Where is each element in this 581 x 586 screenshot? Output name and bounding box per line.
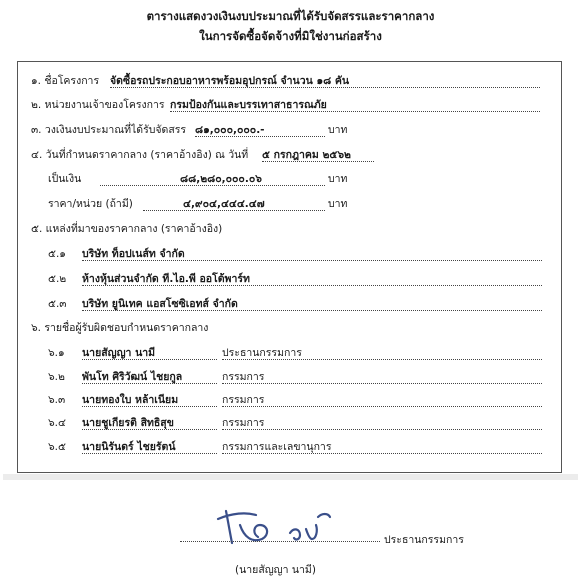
document-subtitle: ในการจัดซื้อจัดจ้างที่มิใช่งานก่อสร้าง (199, 29, 382, 43)
committee-no: ๖.๓ (48, 394, 66, 406)
committee-no: ๖.๔ (48, 417, 66, 429)
price-date-value: ๕ กรกฎาคม ๒๕๖๒ (262, 148, 374, 162)
committee-name: นายสัญญา นามี (82, 346, 217, 360)
unit-price-value: ๔,๙๐๔,๔๔๔.๔๗ (143, 197, 325, 211)
committee-role: กรรมการและเลขานุการ (222, 440, 542, 454)
source-no: ๕.๑ (48, 248, 66, 260)
budget-label: ๓. วงเงินงบประมาณที่ได้รับจัดสรร (31, 124, 187, 136)
committee-name: พันโท ศิริวัฒน์ ไชยกูล (82, 370, 217, 384)
committee-no: ๖.๑ (48, 347, 65, 359)
document-title: ตารางแสดงวงเงินงบประมาณที่ได้รับจัดสรรและราคากลาง (146, 9, 435, 23)
committee-role: กรรมการ (222, 393, 542, 407)
agency-label: ๒. หน่วยงานเจ้าของโครงการ (31, 99, 165, 111)
amount-label: เป็นเงิน (48, 173, 82, 185)
unit-price-unit: บาท (328, 198, 348, 210)
budget-unit: บาท (328, 124, 348, 136)
signature-name: (นายสัญญา นามี) (235, 564, 316, 576)
agency-value: กรมป้องกันและบรรเทาสาธารณภัย (170, 98, 540, 112)
signature-line (180, 540, 380, 542)
project-label: ๑. ชื่อโครงการ (31, 75, 100, 87)
committee-no: ๖.๕ (48, 441, 66, 453)
committee-no: ๖.๒ (48, 371, 65, 383)
committee-label: ๖. รายชื่อผู้รับผิดชอบกำหนดราคากลาง (31, 322, 209, 334)
source-name: บริษัท ยูนิเทค แอสโซซิเอทส์ จำกัด (82, 297, 542, 311)
project-value: จัดซื้อรถประกอบอาหารพร้อมอุปกรณ์ จำนวน ๑๘ คัน (110, 74, 540, 88)
handwritten-signature (212, 503, 352, 549)
committee-name: นายชูเกียรติ สิทธิสุข (82, 416, 217, 430)
committee-name: นายทองใบ หล้าเนียม (82, 393, 217, 407)
signature-role: ประธานกรรมการ (384, 534, 464, 546)
sources-label: ๕. แหล่งที่มาของราคากลาง (ราคาอ้างอิง) (31, 223, 223, 235)
amount-unit: บาท (328, 173, 348, 185)
budget-value: ๘๑,๐๐๐,๐๐๐.- (195, 123, 325, 137)
unit-price-label: ราคา/หน่วย (ถ้ามี) (48, 198, 133, 210)
frame-shadow (3, 474, 578, 480)
committee-role: ประธานกรรมการ (222, 346, 542, 360)
price-date-label: ๔. วันที่กำหนดราคากลาง (ราคาอ้างอิง) ณ วันที่ (31, 149, 249, 161)
source-no: ๕.๓ (48, 298, 67, 310)
amount-value: ๘๘,๒๘๐,๐๐๐.๐๖ (100, 172, 325, 186)
source-name: ห้างหุ้นส่วนจำกัด ที.ไอ.พี ออโต้พาร์ท (82, 272, 542, 286)
source-no: ๕.๒ (48, 273, 67, 285)
committee-role: กรรมการ (222, 370, 542, 384)
committee-role: กรรมการ (222, 416, 542, 430)
source-name: บริษัท ท็อปเนส์ท จำกัด (82, 247, 542, 261)
committee-name: นายนิรันดร์ ไชยรัตน์ (82, 440, 217, 454)
